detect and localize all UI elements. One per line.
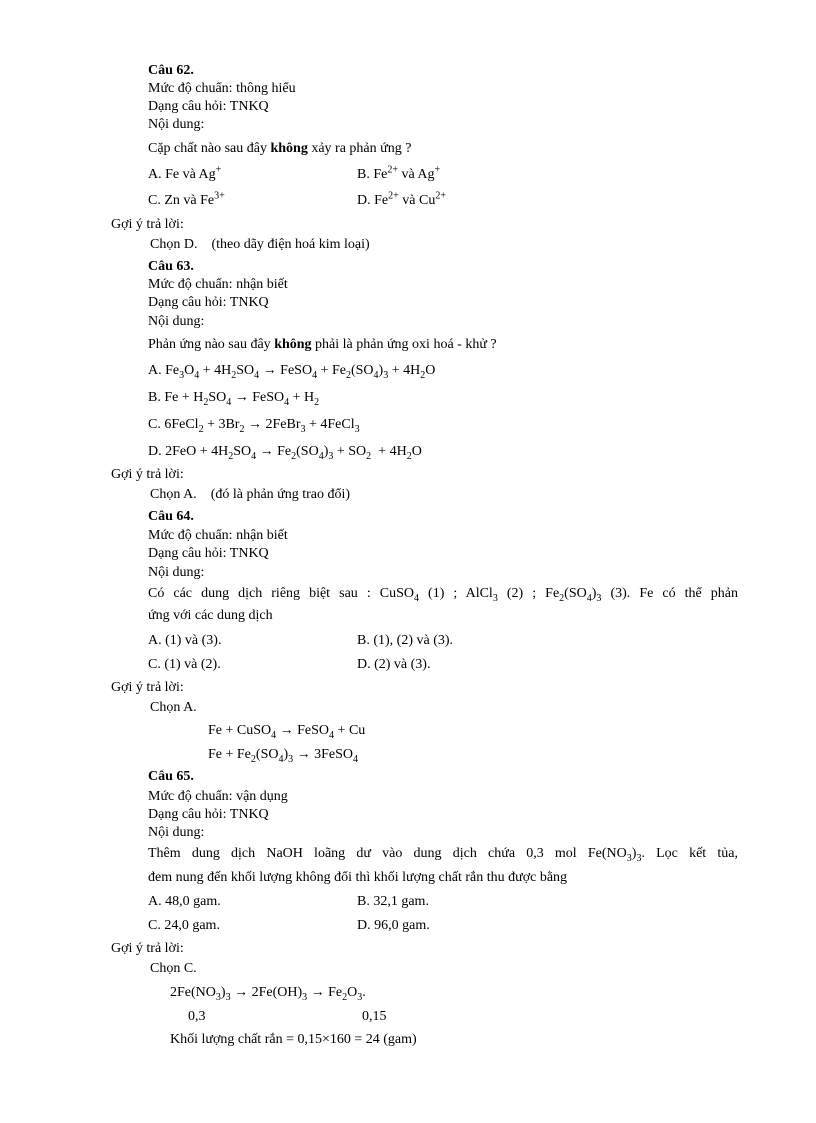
q65-option-a: A. 48,0 gam. (148, 894, 221, 909)
q63-option-c: C. 6FeCl$_2$ + $3Br_2$ → 2FeBr$_3$ + 4FeCl$_3$ (148, 417, 360, 435)
q65-option-d: D. 96,0 gam. (357, 918, 430, 933)
q64-option-a: A. (1) và (3). (148, 633, 222, 648)
q65-answer: Chọn C. (150, 961, 197, 976)
q65-stem-line2: đem nung đến khối lượng không đổi thì khối lượng chất rắn thu được bằng (148, 870, 568, 885)
q62-option-a: A. Fe và Ag+ (148, 164, 222, 182)
q62-option-b: B. $Fe^{2+}$ và Ag+ (357, 164, 441, 182)
q65-equation: $2Fe(NO_3)_3 \to 2Fe(OH)_3 \to Fe_2O_3$. (170, 985, 366, 1003)
q63-title: Câu 63. (148, 259, 194, 274)
q64-answer: Chọn A. (150, 700, 197, 715)
q65-content-label: Nội dung: (148, 825, 205, 840)
q63-option-d: D. $2FeO + 4H_2SO_4 \to Fe_2(SO_4)_3 + SO_2 + 4H_2O$ (148, 444, 422, 462)
q65-option-c: C. 24,0 gam. (148, 918, 220, 933)
q65-stem: Thêm dung dịch NaOH loãng dư vào dung dịch chứa 0,3 mol $Fe(NO_3)_3$. Lọc kết tủa, (148, 846, 738, 864)
q64-equation-1: Fe + CuSO$_4$ → FeSO$_4$ + Cu (208, 723, 366, 741)
q62-stem: Cặp chất nào sau đây không xảy ra phản ứng ? (148, 141, 412, 156)
q62-level: Mức độ chuẩn: thông hiểu (148, 81, 296, 96)
q64-type: Dạng câu hỏi: TNKQ (148, 546, 269, 561)
q62-answer: Chọn D. (theo dãy điện hoá kim loại) (150, 237, 370, 252)
q65-value-2: 0,15 (362, 1009, 387, 1024)
q62-option-d: D. $Fe^{2+}$ và $Cu^{2+}$ (357, 190, 446, 208)
q64-equation-2: $Fe + Fe_2(SO_4)_3$ → 3FeSO$_4$ (208, 747, 359, 765)
q65-option-b: B. 32,1 gam. (357, 894, 429, 909)
q65-title: Câu 65. (148, 769, 194, 784)
q64-option-d: D. (2) và (3). (357, 657, 431, 672)
q64-option-c: C. (1) và (2). (148, 657, 221, 672)
q64-level: Mức độ chuẩn: nhận biết (148, 528, 288, 543)
q64-content-label: Nội dung: (148, 565, 205, 580)
q64-stem: Có các dung dịch riêng biệt sau : CuSO$_4$ (1) ; AlCl$_3$ (2) ; $Fe_2(SO_4)_3$ (3). Fe có thể phản (148, 586, 738, 604)
q62-hint-label: Gợi ý trả lời: (111, 217, 184, 232)
q62-content-label: Nội dung: (148, 117, 205, 132)
q65-hint-label: Gợi ý trả lời: (111, 941, 184, 956)
q63-stem: Phản ứng nào sau đây không phải là phản ứng oxi hoá - khử ? (148, 337, 497, 352)
q64-title: Câu 64. (148, 509, 194, 524)
q64-option-b: B. (1), (2) và (3). (357, 633, 454, 648)
q63-answer: Chọn A. (đó là phản ứng trao đổi) (150, 487, 351, 502)
q64-hint-label: Gợi ý trả lời: (111, 680, 184, 695)
q63-option-b: B. $Fe + H_2SO_4$ → FeSO$_4$ + $H_2$ (148, 390, 320, 408)
q62-title: Câu 62. (148, 63, 194, 78)
q65-level: Mức độ chuẩn: vận dụng (148, 789, 288, 804)
q63-hint-label: Gợi ý trả lời: (111, 467, 184, 482)
q65-type: Dạng câu hỏi: TNKQ (148, 807, 269, 822)
q62-option-c: C. Zn và $Fe^{3+}$ (148, 190, 225, 208)
q63-content-label: Nội dung: (148, 314, 205, 329)
q64-stem-line2: ứng với các dung dịch (148, 608, 273, 623)
q63-type: Dạng câu hỏi: TNKQ (148, 295, 269, 310)
q63-level: Mức độ chuẩn: nhận biết (148, 277, 288, 292)
q62-type: Dạng câu hỏi: TNKQ (148, 99, 269, 114)
q63-option-a: A. $Fe_3O_4 + 4H_2SO_4$ → FeSO$_4$ + $Fe_2(SO_4)_3 + 4H_2O$ (148, 363, 436, 381)
q65-value-1: 0,3 (188, 1009, 206, 1024)
q65-mass: Khối lượng chất rắn = 0,15×160 = 24 (gam) (170, 1032, 417, 1047)
